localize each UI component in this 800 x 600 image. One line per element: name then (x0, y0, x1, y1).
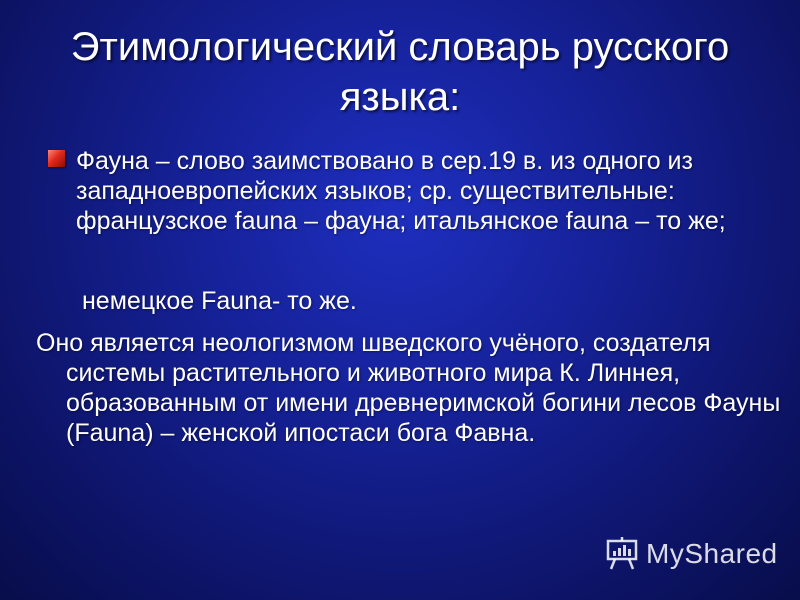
bullet-paragraph: Фауна – слово заимствовано в сер.19 в. из одного из западноевропейских языков; ср. существительные: французское fauna – фауна; итальянское fauna – то же; (76, 147, 726, 235)
watermark-text: MyShared (646, 538, 778, 569)
body-paragraph: Оно является неологизмом шведского учёного, создателя системы растительного и животного мира К. Линнея, образованным от имени древнеримской богини лесов Фауны (Fauna) – женской ипостаси бога Фавна. (36, 329, 781, 447)
presentation-board-icon (606, 537, 638, 571)
watermark (606, 534, 778, 574)
slide-title: Этимологический словарь русского языка: (70, 25, 730, 119)
bullet-continuation: немецкое Fauna- то же. (82, 287, 357, 315)
bullet-square-icon (48, 150, 65, 167)
